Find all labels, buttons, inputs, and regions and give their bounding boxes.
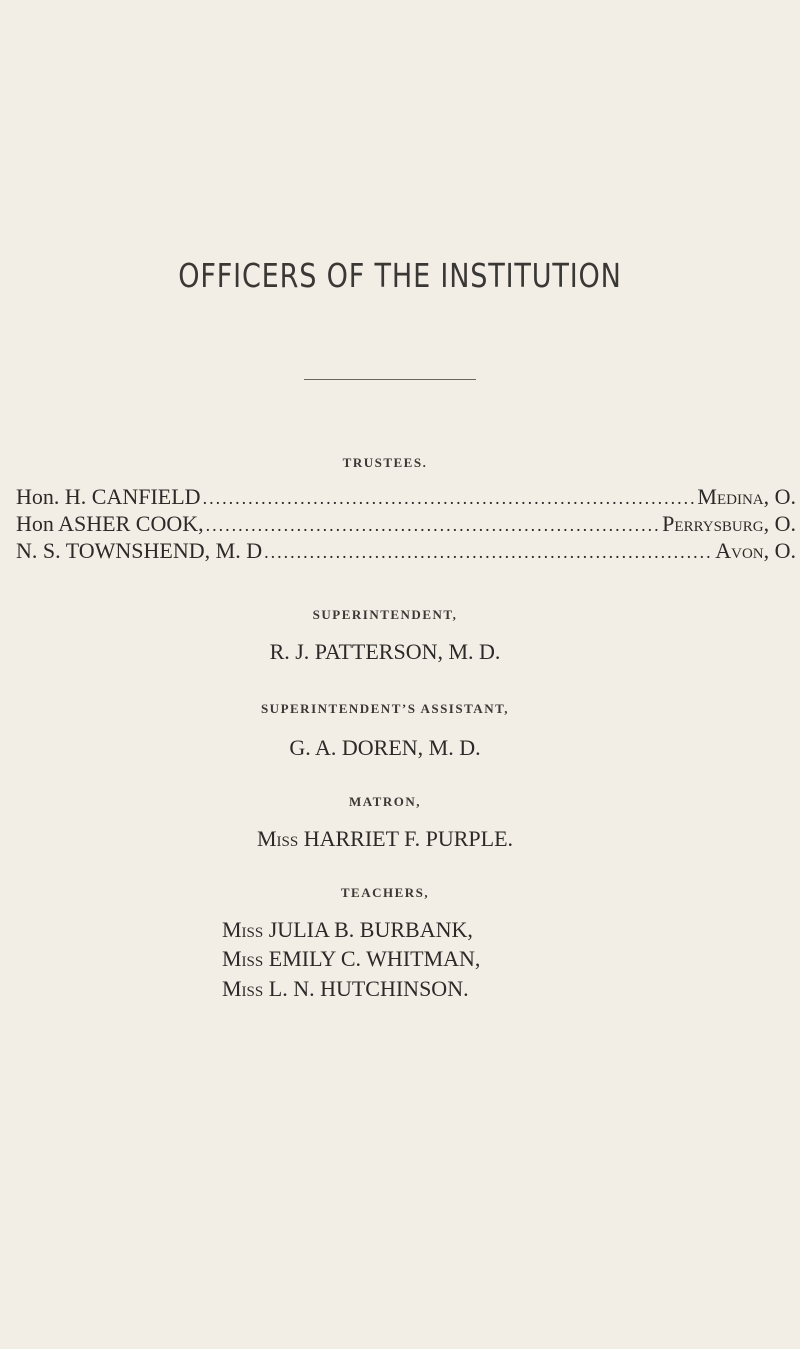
teacher-name: JULIA B. BURBANK, <box>268 917 473 942</box>
superintendent-heading: SUPERINTENDENT, <box>312 607 458 622</box>
matron-honorific: Miss <box>256 826 299 851</box>
teacher-line <box>222 976 469 1002</box>
trustee-place: Avon, O. <box>715 538 796 563</box>
superintendent-name: R. J. PATTERSON, M. D. <box>269 639 501 664</box>
matron-heading: MATRON, <box>348 794 421 809</box>
page-title: OFFICERS OF THE INSTITUTION <box>178 256 622 295</box>
teacher-line <box>222 946 480 972</box>
dot-leader <box>264 542 713 563</box>
trustee-name: Hon. H. CANFIELD <box>16 484 201 509</box>
dot-leader <box>206 515 661 536</box>
trustee-name: N. S. TOWNSHEND, M. D <box>16 538 263 563</box>
trustee-row <box>16 484 796 512</box>
trustee-place: Perrysburg, O. <box>662 511 796 536</box>
trustee-row <box>16 511 796 539</box>
teacher-honorific: Miss <box>222 946 264 971</box>
trustee-row <box>16 538 796 566</box>
trustee-place: Medina, O. <box>697 484 796 509</box>
teacher-honorific: Miss <box>222 976 264 1001</box>
teacher-name: EMILY C. WHITMAN, <box>268 946 481 971</box>
teachers-heading: TEACHERS, <box>340 885 430 900</box>
title-rule <box>304 379 476 380</box>
teacher-line <box>222 917 473 943</box>
teacher-name: L. N. HUTCHINSON. <box>268 976 469 1001</box>
trustees-heading: TRUSTEES. <box>342 455 428 470</box>
assistant-heading: SUPERINTENDENT’S ASSISTANT, <box>260 701 510 716</box>
dot-leader <box>203 488 696 509</box>
matron-name-line <box>0 826 770 852</box>
matron-name: HARRIET F. PURPLE. <box>303 826 514 851</box>
assistant-name: G. A. DOREN, M. D. <box>289 735 481 760</box>
teacher-honorific: Miss <box>222 917 264 942</box>
trustee-name: Hon ASHER COOK, <box>16 511 204 536</box>
